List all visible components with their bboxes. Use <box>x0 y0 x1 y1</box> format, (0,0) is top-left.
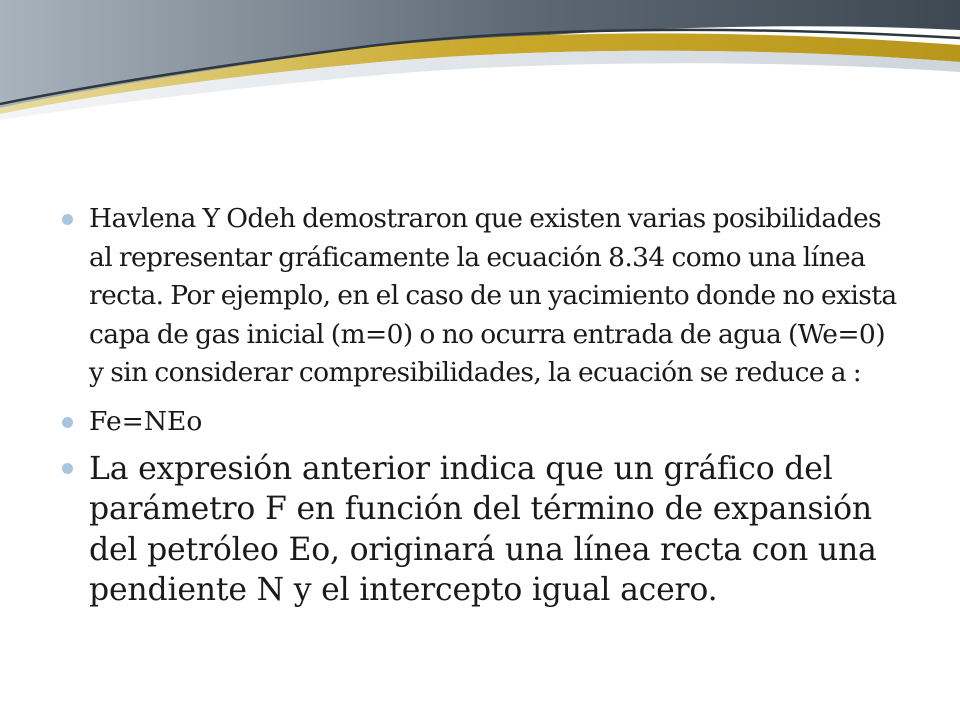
bullet-item-conclusion <box>60 449 900 611</box>
bullet-text: Havlena Y Odeh demostraron que existen varias posibilidades al representar gráficamente la ecuación 8.34 como una línea recta. Por ejemplo, en el caso de un yacimiento donde no exista capa de gas inicial (m=0) o no ocurra entrada de agua (We=0) y sin considerar compresibilidades, la ecuación se reduce a : <box>89 203 897 388</box>
content-area <box>60 200 900 611</box>
bullet-list <box>60 200 900 611</box>
bullet-dot-icon <box>62 214 73 225</box>
bullet-item-equation <box>60 403 900 441</box>
bullet-text: Fe=NEo <box>89 405 203 437</box>
bullet-dot-icon <box>62 417 73 428</box>
bullet-dot-icon <box>62 463 73 474</box>
bullet-text: La expresión anterior indica que un gráfico del parámetro F en función del término de expansión del petróleo Eo, originará una línea recta con una pendiente N y el intercepto igual acero. <box>89 450 877 608</box>
bullet-item-havlena-odeh <box>60 200 900 393</box>
header-wave-decoration <box>0 0 960 120</box>
